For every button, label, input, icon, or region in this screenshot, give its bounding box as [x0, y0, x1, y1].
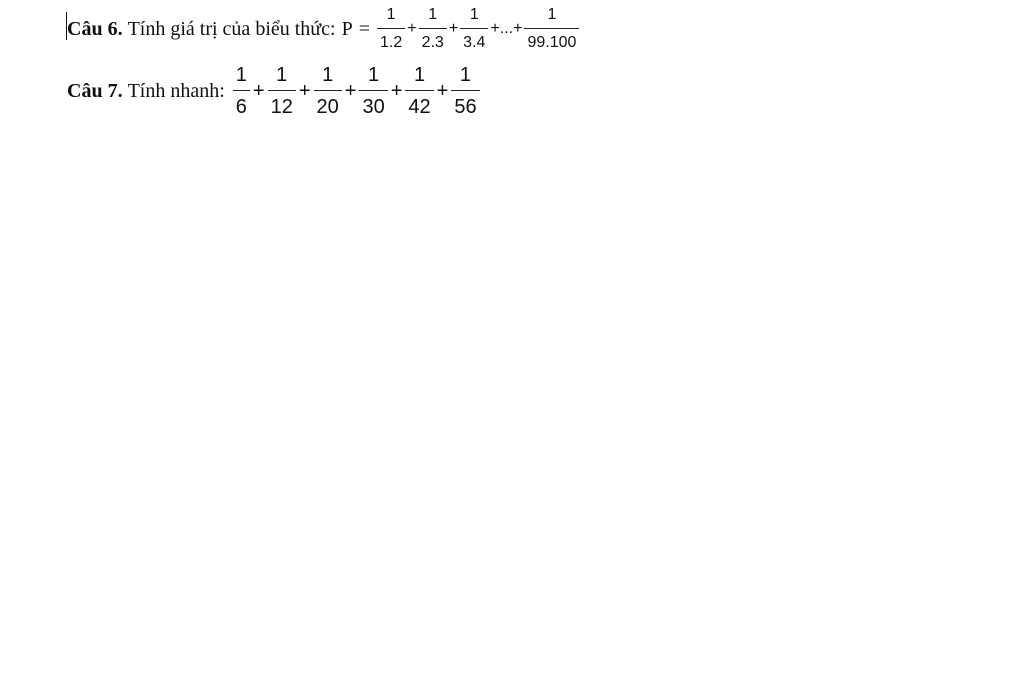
fraction [377, 7, 405, 51]
numerator: 1 [235, 64, 247, 86]
numerator: 1 [322, 64, 334, 86]
ellipsis: +...+ [490, 20, 523, 37]
question-6 [67, 2, 579, 56]
question-6-expression [377, 7, 579, 51]
numerator: 1 [413, 64, 426, 86]
fraction [268, 65, 296, 117]
question-7-text: Tính nhanh: [127, 79, 225, 102]
question-7-label: Câu 7. [67, 79, 123, 102]
numerator: 1 [459, 64, 472, 86]
plus-sign: + [407, 20, 417, 37]
fraction [460, 7, 488, 51]
denominator: 56 [454, 96, 477, 118]
fraction [419, 7, 447, 51]
plus-sign: + [436, 79, 449, 102]
denominator: 12 [270, 96, 293, 118]
denominator: 99.100 [527, 34, 577, 51]
numerator: 1 [386, 6, 396, 23]
fraction-last [524, 7, 579, 51]
denominator: 20 [316, 96, 339, 118]
fraction [405, 65, 433, 117]
plus-sign: + [390, 79, 403, 102]
fraction [359, 65, 387, 117]
denominator: 42 [408, 96, 431, 118]
question-7-expression [233, 65, 480, 117]
fraction [451, 65, 479, 117]
fraction [314, 65, 342, 117]
expression-variable: P [341, 17, 353, 40]
denominator: 1.2 [379, 34, 403, 51]
equals-sign: = [358, 17, 370, 40]
question-7 [67, 61, 480, 121]
plus-sign: + [344, 79, 357, 102]
question-6-label: Câu 6. [67, 17, 123, 40]
question-6-text: Tính giá trị của biểu thức: [127, 17, 336, 40]
plus-sign: + [252, 79, 265, 102]
numerator: 1 [428, 6, 438, 23]
denominator: 6 [235, 96, 247, 118]
denominator: 30 [362, 96, 385, 118]
plus-sign: + [448, 20, 459, 37]
denominator: 2.3 [421, 34, 444, 51]
plus-sign: + [298, 79, 311, 102]
numerator: 1 [368, 64, 380, 86]
fraction [233, 65, 250, 117]
numerator: 1 [276, 64, 288, 86]
numerator: 1 [469, 6, 479, 23]
denominator: 3.4 [463, 34, 486, 51]
numerator: 1 [547, 6, 557, 23]
